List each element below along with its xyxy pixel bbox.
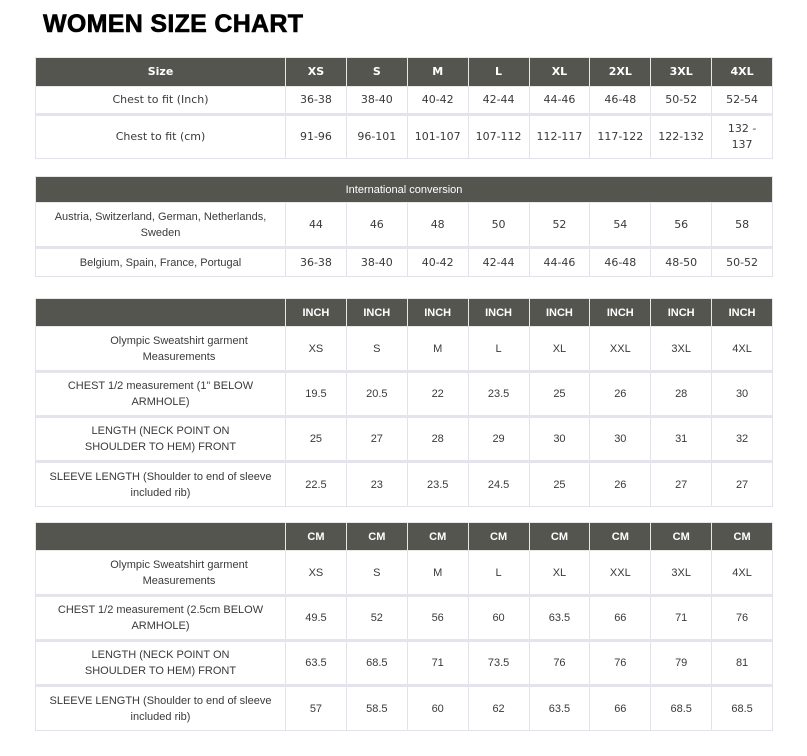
header-cell: CM xyxy=(590,523,651,551)
header-cell: CM xyxy=(712,523,773,551)
row-label: SLEEVE LENGTH (Shoulder to end of sleeve included rib) xyxy=(36,686,286,731)
size-table xyxy=(35,57,773,159)
table-cell: L xyxy=(468,551,529,596)
table-cell: 26 xyxy=(590,462,651,507)
row-label: Austria, Switzerland, German, Netherlands, Sweden xyxy=(36,203,286,248)
page-title: WOMEN SIZE CHART xyxy=(43,10,304,38)
table-cell: 76 xyxy=(590,641,651,686)
table-cell: 62 xyxy=(468,686,529,731)
header-cell: INCH xyxy=(712,299,773,327)
table-row xyxy=(36,417,773,462)
cm-measurements-table xyxy=(35,522,773,731)
header-cell: INCH xyxy=(346,299,407,327)
table-cell: 42-44 xyxy=(468,248,529,277)
table-cell: 36-38 xyxy=(286,248,347,277)
row-label: SLEEVE LENGTH (Shoulder to end of sleeve included rib) xyxy=(36,462,286,507)
row-label: LENGTH (NECK POINT ON SHOULDER TO HEM) FRONT xyxy=(36,641,286,686)
row-label: Olympic Sweatshirt garment Measurements xyxy=(36,551,286,596)
table-cell: 66 xyxy=(590,686,651,731)
header-cell: INCH xyxy=(651,299,712,327)
table-cell: 58.5 xyxy=(346,686,407,731)
table-row xyxy=(36,327,773,372)
table-cell: 50-52 xyxy=(651,87,712,115)
header-cell: CM xyxy=(651,523,712,551)
table-cell: 29 xyxy=(468,417,529,462)
table-cell: 63.5 xyxy=(529,596,590,641)
table-cell: 30 xyxy=(590,417,651,462)
header-cell: CM xyxy=(407,523,468,551)
table-cell: 66 xyxy=(590,596,651,641)
table-cell: 58 xyxy=(712,203,773,248)
table-cell: 52 xyxy=(529,203,590,248)
header-cell: XL xyxy=(529,58,590,87)
table-cell: 68.5 xyxy=(346,641,407,686)
table-cell: 38-40 xyxy=(346,87,407,115)
table-cell: 4XL xyxy=(712,551,773,596)
table-row xyxy=(36,462,773,507)
table-cell: XXL xyxy=(590,551,651,596)
table-cell: 28 xyxy=(651,372,712,417)
conversion-table xyxy=(35,176,773,277)
row-label: Belgium, Spain, France, Portugal xyxy=(36,248,286,277)
table-row xyxy=(36,551,773,596)
table-cell: 27 xyxy=(651,462,712,507)
table-cell: 40-42 xyxy=(407,248,468,277)
header-cell: INCH xyxy=(468,299,529,327)
table-cell: 52 xyxy=(346,596,407,641)
table-cell: 28 xyxy=(407,417,468,462)
table-cell: 25 xyxy=(529,372,590,417)
table-row xyxy=(36,372,773,417)
header-cell: INCH xyxy=(407,299,468,327)
row-label: LENGTH (NECK POINT ON SHOULDER TO HEM) FRONT xyxy=(36,417,286,462)
header-cell: 4XL xyxy=(712,58,773,87)
table-cell: 48 xyxy=(407,203,468,248)
table-cell: 23 xyxy=(346,462,407,507)
header-cell: INCH xyxy=(590,299,651,327)
table-row xyxy=(36,203,773,248)
table-cell: 79 xyxy=(651,641,712,686)
header-cell: CM xyxy=(346,523,407,551)
table-cell: 3XL xyxy=(651,551,712,596)
table-cell: 22.5 xyxy=(286,462,347,507)
table-cell: 71 xyxy=(407,641,468,686)
header-cell: L xyxy=(468,58,529,87)
table-cell: 27 xyxy=(712,462,773,507)
table-cell: 44 xyxy=(286,203,347,248)
size-table-header xyxy=(36,58,773,87)
table-cell: 46 xyxy=(346,203,407,248)
table-cell: 54 xyxy=(590,203,651,248)
table-cell: 46-48 xyxy=(590,248,651,277)
table-cell: 4XL xyxy=(712,327,773,372)
table-cell: 50-52 xyxy=(712,248,773,277)
header-cell: International conversion xyxy=(36,177,773,203)
header-cell: XS xyxy=(286,58,347,87)
table-cell: 57 xyxy=(286,686,347,731)
cm-table-header xyxy=(36,523,773,551)
table-cell: 60 xyxy=(468,596,529,641)
inch-measurements-table xyxy=(35,298,773,507)
table-cell: M xyxy=(407,327,468,372)
table-cell: 30 xyxy=(712,372,773,417)
table-cell: XL xyxy=(529,327,590,372)
row-label: CHEST 1/2 measurement (1" BELOW ARMHOLE) xyxy=(36,372,286,417)
table-cell: 68.5 xyxy=(712,686,773,731)
table-cell: 76 xyxy=(529,641,590,686)
table-cell: 22 xyxy=(407,372,468,417)
table-cell: 49.5 xyxy=(286,596,347,641)
table-cell: 50 xyxy=(468,203,529,248)
table-cell: 20.5 xyxy=(346,372,407,417)
header-cell: M xyxy=(407,58,468,87)
table-cell: S xyxy=(346,551,407,596)
table-cell: 81 xyxy=(712,641,773,686)
table-cell: 63.5 xyxy=(529,686,590,731)
table-cell: 76 xyxy=(712,596,773,641)
table-cell: 122-132 xyxy=(651,115,712,159)
header-cell: 2XL xyxy=(590,58,651,87)
table-cell: 107-112 xyxy=(468,115,529,159)
table-cell: 91-96 xyxy=(286,115,347,159)
header-cell: INCH xyxy=(286,299,347,327)
table-row xyxy=(36,248,773,277)
table-cell: XL xyxy=(529,551,590,596)
header-cell: CM xyxy=(468,523,529,551)
table-cell: 19.5 xyxy=(286,372,347,417)
table-cell: 60 xyxy=(407,686,468,731)
table-cell: 23.5 xyxy=(407,462,468,507)
header-cell xyxy=(36,299,286,327)
table-row xyxy=(36,641,773,686)
table-cell: 132 - 137 xyxy=(712,115,773,159)
table-cell: 26 xyxy=(590,372,651,417)
table-row xyxy=(36,686,773,731)
table-cell: 96-101 xyxy=(346,115,407,159)
row-label: Olympic Sweatshirt garment Measurements xyxy=(36,327,286,372)
table-cell: 63.5 xyxy=(286,641,347,686)
table-cell: XS xyxy=(286,327,347,372)
header-cell: S xyxy=(346,58,407,87)
row-label: CHEST 1/2 measurement (2.5cm BELOW ARMHOLE) xyxy=(36,596,286,641)
row-label: Chest to fit (Inch) xyxy=(36,87,286,115)
table-cell: 48-50 xyxy=(651,248,712,277)
inch-table-header xyxy=(36,299,773,327)
header-cell: CM xyxy=(286,523,347,551)
header-cell: CM xyxy=(529,523,590,551)
table-cell: 44-46 xyxy=(529,248,590,277)
table-row xyxy=(36,115,773,159)
table-cell: 44-46 xyxy=(529,87,590,115)
table-cell: 25 xyxy=(529,462,590,507)
table-cell: 27 xyxy=(346,417,407,462)
table-cell: 30 xyxy=(529,417,590,462)
table-row xyxy=(36,596,773,641)
table-cell: 3XL xyxy=(651,327,712,372)
table-cell: 56 xyxy=(407,596,468,641)
table-cell: 112-117 xyxy=(529,115,590,159)
table-cell: 32 xyxy=(712,417,773,462)
table-cell: 40-42 xyxy=(407,87,468,115)
table-cell: 42-44 xyxy=(468,87,529,115)
table-cell: 36-38 xyxy=(286,87,347,115)
header-cell: 3XL xyxy=(651,58,712,87)
table-cell: L xyxy=(468,327,529,372)
table-cell: 117-122 xyxy=(590,115,651,159)
table-cell: 73.5 xyxy=(468,641,529,686)
header-cell: INCH xyxy=(529,299,590,327)
table-cell: 23.5 xyxy=(468,372,529,417)
table-cell: M xyxy=(407,551,468,596)
table-cell: 52-54 xyxy=(712,87,773,115)
conversion-table-header xyxy=(36,177,773,203)
table-cell: 31 xyxy=(651,417,712,462)
table-cell: 68.5 xyxy=(651,686,712,731)
header-cell xyxy=(36,523,286,551)
table-cell: S xyxy=(346,327,407,372)
table-cell: 38-40 xyxy=(346,248,407,277)
table-cell: XS xyxy=(286,551,347,596)
table-cell: 25 xyxy=(286,417,347,462)
row-label: Chest to fit (cm) xyxy=(36,115,286,159)
table-cell: 24.5 xyxy=(468,462,529,507)
table-cell: XXL xyxy=(590,327,651,372)
table-cell: 46-48 xyxy=(590,87,651,115)
table-cell: 56 xyxy=(651,203,712,248)
header-cell: Size xyxy=(36,58,286,87)
table-cell: 101-107 xyxy=(407,115,468,159)
table-cell: 71 xyxy=(651,596,712,641)
table-row xyxy=(36,87,773,115)
